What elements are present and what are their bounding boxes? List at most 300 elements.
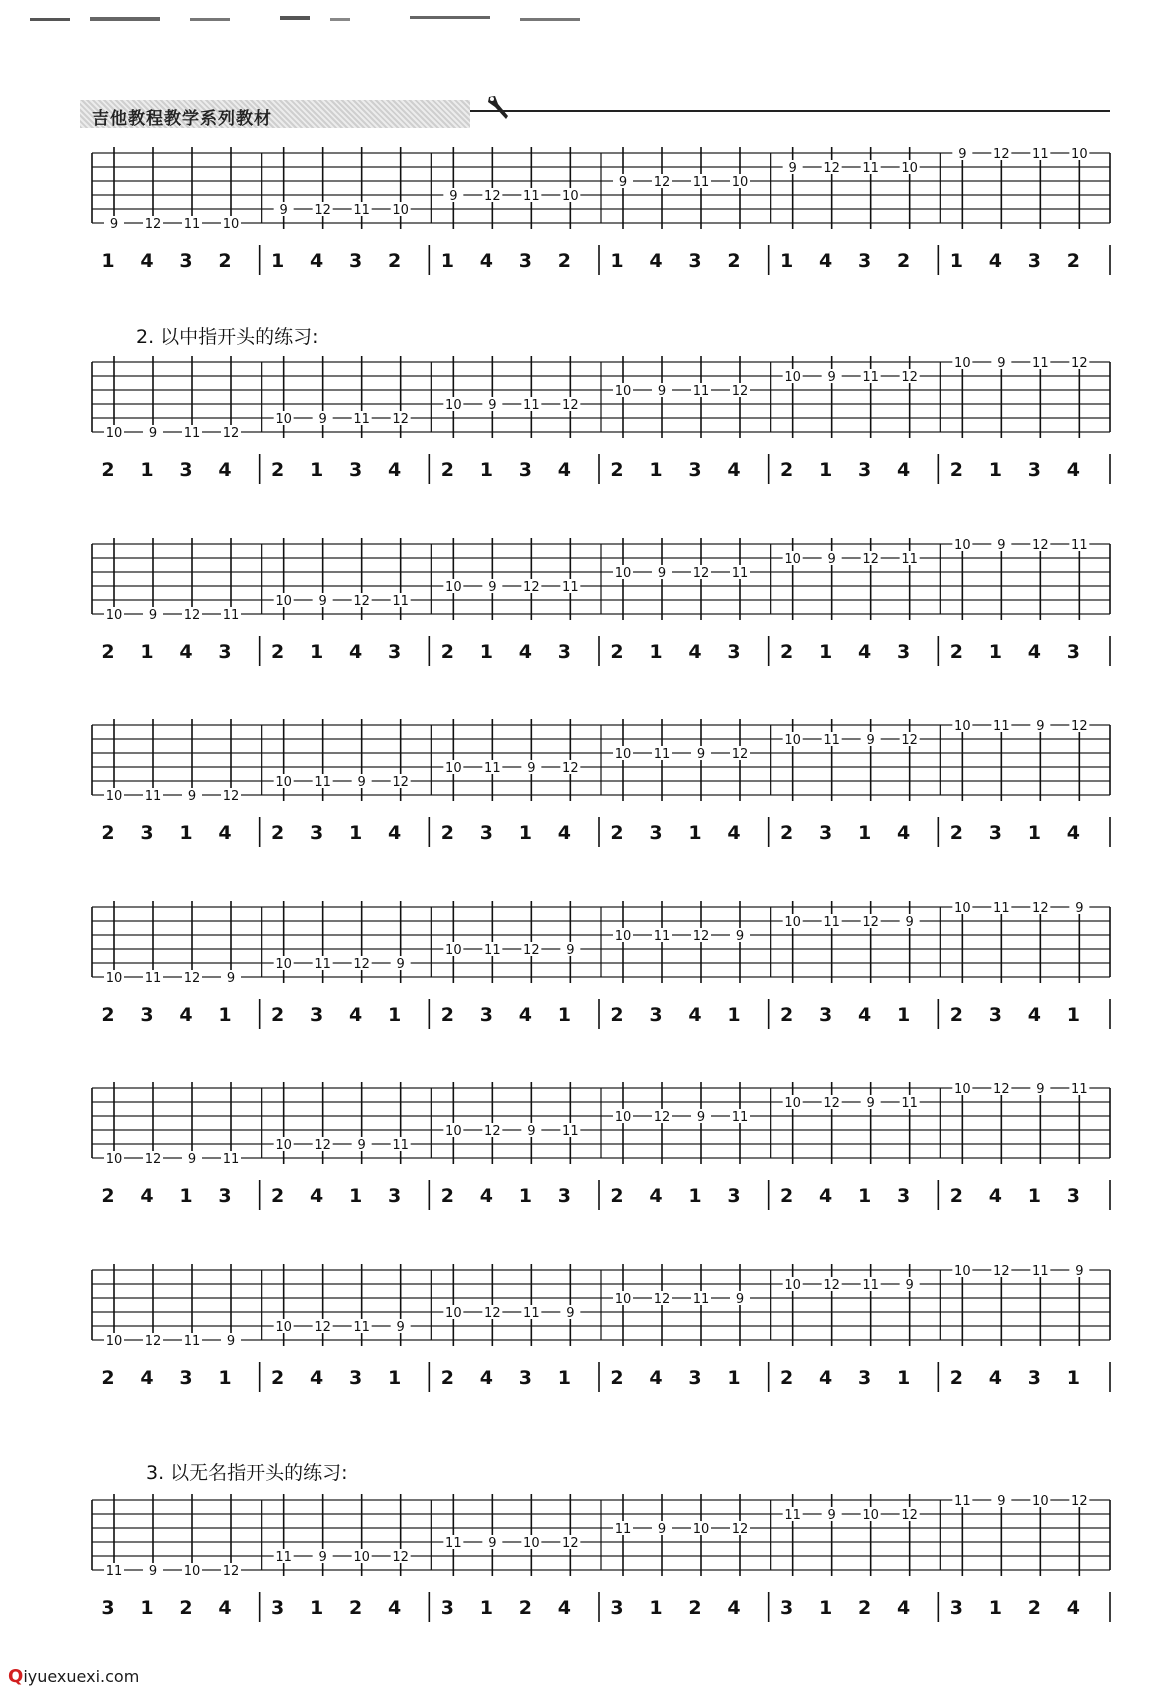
fret-number: 10: [275, 1138, 292, 1153]
fret-number: 12: [993, 1264, 1010, 1279]
finger-number: 4: [388, 822, 402, 844]
fret-number: 9: [187, 1152, 197, 1167]
finger-number: 4: [349, 641, 363, 663]
fret-number: 12: [314, 1320, 331, 1335]
fret-number: 12: [314, 1138, 331, 1153]
finger-number: 1: [1066, 1004, 1080, 1026]
fret-number: 12: [653, 1292, 671, 1307]
finger-number: 4: [819, 1185, 833, 1207]
finger-number: 1: [179, 1185, 193, 1207]
finger-number: 1: [858, 1185, 872, 1207]
finger-number: 2: [218, 250, 232, 272]
finger-number: 1: [988, 459, 1002, 481]
finger-number: 2: [101, 641, 115, 663]
fret-number: 10: [1071, 147, 1088, 162]
finger-number: 2: [610, 822, 624, 844]
fret-number: 9: [148, 426, 158, 441]
finger-number: 1: [897, 1004, 911, 1026]
fret-number: 11: [562, 1124, 579, 1139]
finger-number: 2: [949, 1367, 963, 1389]
finger-number: 2: [101, 1004, 115, 1026]
fret-number: 9: [997, 1494, 1006, 1509]
fret-number: 10: [954, 719, 971, 734]
section-title-ring-finger: 3. 以无名指开头的练习:: [146, 1462, 348, 1484]
finger-number: 1: [140, 1597, 154, 1619]
finger-number: 4: [988, 1367, 1002, 1389]
finger-number: 4: [1066, 459, 1080, 481]
fret-number: 11: [275, 1550, 292, 1565]
finger-number: 3: [557, 1185, 571, 1207]
fret-number: 11: [353, 203, 370, 218]
fret-number: 11: [353, 412, 370, 427]
finger-number: 4: [518, 641, 532, 663]
fret-number: 12: [993, 1082, 1010, 1097]
finger-number: 3: [179, 459, 193, 481]
fret-number: 10: [222, 217, 240, 232]
fret-number: 12: [731, 747, 749, 762]
fret-number: 12: [823, 1096, 840, 1111]
fret-number: 10: [105, 1152, 123, 1167]
fret-number: 10: [784, 552, 801, 567]
finger-number: 3: [179, 250, 193, 272]
fret-number: 11: [144, 971, 162, 986]
finger-number: 1: [897, 1367, 911, 1389]
fret-number: 12: [731, 1522, 749, 1537]
fret-number: 12: [901, 370, 918, 385]
fret-number: 10: [353, 1550, 370, 1565]
finger-number: 4: [1066, 822, 1080, 844]
fret-number: 9: [318, 1550, 327, 1565]
finger-number: 4: [218, 822, 232, 844]
fret-number: 10: [275, 412, 292, 427]
fingering-row: [0, 1176, 1156, 1216]
fret-number: 11: [1071, 538, 1088, 553]
fret-number: 9: [226, 971, 236, 986]
finger-number: 3: [101, 1597, 115, 1619]
finger-number: 4: [688, 1004, 702, 1026]
finger-number: 2: [1066, 250, 1080, 272]
finger-number: 3: [140, 1004, 154, 1026]
finger-number: 1: [858, 822, 872, 844]
finger-number: 2: [440, 641, 454, 663]
finger-number: 4: [688, 641, 702, 663]
fret-number: 9: [357, 775, 366, 790]
fret-number: 9: [148, 608, 158, 623]
finger-number: 3: [858, 1367, 872, 1389]
finger-number: 3: [218, 641, 232, 663]
finger-number: 2: [780, 1367, 794, 1389]
finger-number: 4: [479, 1185, 493, 1207]
finger-number: 4: [310, 1367, 324, 1389]
finger-number: 1: [101, 250, 115, 272]
fret-number: 12: [562, 1536, 579, 1551]
finger-number: 2: [780, 641, 794, 663]
fret-number: 9: [657, 1522, 667, 1537]
finger-number: 1: [649, 1597, 663, 1619]
finger-number: 3: [140, 822, 154, 844]
finger-number: 4: [649, 1185, 663, 1207]
finger-number: 1: [649, 459, 663, 481]
finger-number: 3: [649, 822, 663, 844]
fret-number: 11: [523, 398, 540, 413]
finger-number: 1: [688, 822, 702, 844]
finger-number: 4: [179, 1004, 193, 1026]
finger-number: 1: [479, 1597, 493, 1619]
finger-number: 4: [310, 1185, 324, 1207]
fret-number: 10: [862, 1508, 879, 1523]
fret-number: 10: [614, 566, 632, 581]
fret-number: 9: [109, 217, 119, 232]
finger-number: 2: [780, 1185, 794, 1207]
fret-number: 10: [523, 1536, 540, 1551]
fret-number: 9: [735, 1292, 745, 1307]
finger-number: 3: [1027, 1367, 1041, 1389]
fret-number: 9: [1075, 1264, 1084, 1279]
fret-number: 11: [653, 929, 671, 944]
finger-number: 1: [557, 1004, 571, 1026]
finger-number: 2: [858, 1597, 872, 1619]
fret-number: 11: [445, 1536, 462, 1551]
finger-number: 3: [271, 1597, 285, 1619]
fret-number: 12: [144, 1334, 162, 1349]
fret-number: 11: [523, 189, 540, 204]
finger-number: 2: [949, 1185, 963, 1207]
finger-number: 3: [1027, 459, 1041, 481]
finger-number: 2: [610, 1004, 624, 1026]
finger-number: 2: [440, 1367, 454, 1389]
finger-number: 2: [271, 459, 285, 481]
finger-number: 4: [988, 250, 1002, 272]
finger-number: 2: [557, 250, 571, 272]
finger-number: 3: [479, 1004, 493, 1026]
finger-number: 4: [897, 822, 911, 844]
fret-number: 11: [692, 384, 710, 399]
finger-number: 3: [649, 1004, 663, 1026]
finger-number: 2: [949, 641, 963, 663]
finger-number: 3: [727, 641, 741, 663]
fret-number: 10: [784, 1278, 801, 1293]
finger-number: 2: [949, 1004, 963, 1026]
finger-number: 2: [101, 459, 115, 481]
finger-number: 1: [557, 1367, 571, 1389]
fret-number: 9: [488, 580, 497, 595]
fret-number: 10: [901, 161, 918, 176]
finger-number: 1: [140, 641, 154, 663]
finger-number: 3: [727, 1185, 741, 1207]
fret-number: 11: [653, 747, 671, 762]
fret-number: 9: [396, 957, 405, 972]
fret-number: 11: [523, 1306, 540, 1321]
fret-number: 12: [1071, 356, 1088, 371]
finger-number: 4: [479, 250, 493, 272]
fret-number: 11: [823, 733, 840, 748]
fret-number: 12: [823, 161, 840, 176]
finger-number: 3: [1066, 641, 1080, 663]
finger-number: 1: [819, 459, 833, 481]
fret-number: 9: [566, 943, 575, 958]
fret-number: 10: [445, 761, 462, 776]
fret-number: 11: [614, 1522, 632, 1537]
finger-number: 1: [388, 1004, 402, 1026]
fret-number: 11: [993, 719, 1010, 734]
finger-number: 4: [1066, 1597, 1080, 1619]
finger-number: 2: [101, 822, 115, 844]
fret-number: 12: [731, 384, 749, 399]
fret-number: 9: [866, 1096, 875, 1111]
fret-number: 11: [144, 789, 162, 804]
finger-number: 1: [349, 822, 363, 844]
finger-number: 4: [649, 250, 663, 272]
fret-number: 9: [488, 1536, 497, 1551]
fret-number: 12: [562, 761, 579, 776]
finger-number: 4: [1027, 1004, 1041, 1026]
fret-number: 10: [784, 733, 801, 748]
fret-number: 12: [901, 1508, 918, 1523]
fret-number: 10: [692, 1522, 710, 1537]
finger-number: 2: [518, 1597, 532, 1619]
finger-number: 2: [897, 250, 911, 272]
finger-number: 3: [557, 641, 571, 663]
finger-number: 4: [727, 1597, 741, 1619]
fret-number: 10: [275, 957, 292, 972]
fret-number: 9: [735, 929, 745, 944]
finger-number: 4: [388, 459, 402, 481]
finger-number: 1: [218, 1367, 232, 1389]
fret-number: 9: [696, 1110, 706, 1125]
fret-number: 9: [1036, 1082, 1045, 1097]
fret-number: 11: [862, 161, 879, 176]
fret-number: 12: [183, 971, 201, 986]
fingering-row: [0, 632, 1156, 672]
finger-number: 1: [649, 641, 663, 663]
finger-number: 2: [1027, 1597, 1041, 1619]
fret-number: 10: [954, 1082, 971, 1097]
finger-number: 1: [610, 250, 624, 272]
fret-number: 11: [222, 1152, 240, 1167]
finger-number: 1: [479, 641, 493, 663]
fret-number: 11: [862, 1278, 879, 1293]
fret-number: 9: [187, 789, 197, 804]
finger-number: 3: [688, 250, 702, 272]
fret-number: 12: [484, 189, 501, 204]
finger-number: 2: [610, 641, 624, 663]
finger-number: 2: [949, 822, 963, 844]
finger-number: 2: [610, 1185, 624, 1207]
fret-number: 10: [275, 775, 292, 790]
finger-number: 4: [140, 1185, 154, 1207]
finger-number: 2: [101, 1185, 115, 1207]
finger-number: 2: [949, 459, 963, 481]
fret-number: 12: [692, 566, 710, 581]
finger-number: 4: [310, 250, 324, 272]
fingering-row: [0, 241, 1156, 281]
finger-number: 3: [218, 1185, 232, 1207]
fret-number: 12: [392, 775, 409, 790]
fret-number: 12: [1071, 1494, 1088, 1509]
finger-number: 2: [179, 1597, 193, 1619]
fret-number: 12: [222, 789, 240, 804]
fret-number: 12: [692, 929, 710, 944]
fret-number: 10: [954, 1264, 971, 1279]
fret-number: 11: [784, 1508, 801, 1523]
finger-number: 4: [218, 459, 232, 481]
fret-number: 12: [353, 594, 370, 609]
finger-number: 3: [819, 822, 833, 844]
finger-number: 4: [649, 1367, 663, 1389]
finger-number: 3: [858, 250, 872, 272]
finger-number: 2: [271, 822, 285, 844]
finger-number: 1: [1027, 822, 1041, 844]
fret-number: 10: [183, 1564, 201, 1579]
fret-number: 10: [784, 1096, 801, 1111]
section-title-middle-finger: 2. 以中指开头的练习:: [136, 326, 319, 348]
fret-number: 9: [905, 915, 914, 930]
fret-number: 11: [731, 1110, 749, 1125]
fret-number: 9: [527, 1124, 536, 1139]
fret-number: 10: [392, 203, 409, 218]
fret-number: 10: [445, 1306, 462, 1321]
fret-number: 12: [562, 398, 579, 413]
finger-number: 4: [140, 250, 154, 272]
fret-number: 9: [997, 356, 1006, 371]
finger-number: 3: [897, 641, 911, 663]
finger-number: 3: [388, 1185, 402, 1207]
fret-number: 10: [562, 189, 579, 204]
fret-number: 12: [823, 1278, 840, 1293]
fret-number: 10: [784, 370, 801, 385]
fret-number: 9: [827, 1508, 836, 1523]
fret-number: 12: [392, 412, 409, 427]
finger-number: 3: [518, 1367, 532, 1389]
fret-number: 12: [1032, 538, 1049, 553]
fret-number: 12: [1032, 901, 1049, 916]
fret-number: 9: [566, 1306, 575, 1321]
finger-number: 1: [518, 1185, 532, 1207]
fret-number: 9: [657, 384, 667, 399]
finger-number: 1: [310, 641, 324, 663]
fret-number: 11: [392, 594, 409, 609]
finger-number: 2: [440, 822, 454, 844]
fret-number: 10: [614, 384, 632, 399]
finger-number: 4: [518, 1004, 532, 1026]
fret-number: 9: [1036, 719, 1045, 734]
fret-number: 11: [692, 175, 710, 190]
finger-number: 4: [388, 1597, 402, 1619]
watermark: [8, 1666, 139, 1687]
fret-number: 11: [222, 608, 240, 623]
finger-number: 4: [897, 1597, 911, 1619]
fret-number: 10: [105, 971, 123, 986]
fret-number: 11: [1032, 147, 1049, 162]
finger-number: 1: [819, 641, 833, 663]
fret-number: 12: [993, 147, 1010, 162]
finger-number: 3: [819, 1004, 833, 1026]
fret-number: 10: [105, 789, 123, 804]
finger-number: 1: [479, 459, 493, 481]
fret-number: 12: [222, 426, 240, 441]
finger-number: 4: [819, 250, 833, 272]
finger-number: 2: [727, 250, 741, 272]
fret-number: 11: [731, 566, 749, 581]
fret-number: 10: [954, 538, 971, 553]
finger-number: 1: [727, 1367, 741, 1389]
fret-number: 10: [105, 1334, 123, 1349]
fret-number: 9: [827, 370, 836, 385]
finger-number: 1: [310, 459, 324, 481]
fret-number: 10: [954, 356, 971, 371]
finger-number: 1: [727, 1004, 741, 1026]
fret-number: 11: [484, 761, 501, 776]
finger-number: 4: [479, 1367, 493, 1389]
fret-number: 9: [527, 761, 536, 776]
finger-number: 1: [518, 822, 532, 844]
finger-number: 3: [349, 459, 363, 481]
fret-number: 11: [105, 1564, 123, 1579]
finger-number: 3: [479, 822, 493, 844]
fret-number: 10: [275, 594, 292, 609]
finger-number: 4: [557, 822, 571, 844]
finger-number: 1: [1066, 1367, 1080, 1389]
fingering-row: [0, 813, 1156, 853]
fret-number: 11: [1032, 356, 1049, 371]
fret-number: 12: [862, 915, 879, 930]
fret-number: 10: [105, 426, 123, 441]
finger-number: 2: [780, 822, 794, 844]
finger-number: 2: [271, 1367, 285, 1389]
finger-number: 2: [440, 1004, 454, 1026]
finger-number: 3: [388, 641, 402, 663]
finger-number: 4: [179, 641, 193, 663]
finger-number: 3: [858, 459, 872, 481]
finger-number: 3: [1066, 1185, 1080, 1207]
fret-number: 10: [614, 747, 632, 762]
fret-number: 11: [901, 1096, 918, 1111]
finger-number: 4: [557, 459, 571, 481]
fret-number: 9: [905, 1278, 914, 1293]
fret-number: 12: [484, 1306, 501, 1321]
watermark-site: iyuexuexi.com: [23, 1667, 140, 1686]
fret-number: 11: [901, 552, 918, 567]
finger-number: 4: [727, 459, 741, 481]
fret-number: 10: [731, 175, 749, 190]
fret-number: 11: [392, 1138, 409, 1153]
fret-number: 11: [183, 217, 201, 232]
fret-number: 10: [445, 398, 462, 413]
fret-number: 9: [318, 594, 327, 609]
finger-number: 2: [688, 1597, 702, 1619]
fret-number: 9: [1075, 901, 1084, 916]
fret-number: 9: [148, 1564, 158, 1579]
fret-number: 12: [862, 552, 879, 567]
finger-number: 2: [271, 641, 285, 663]
header-rule: [470, 110, 1110, 112]
watermark-logo: Q: [8, 1666, 24, 1687]
finger-number: 3: [349, 250, 363, 272]
fret-number: 10: [784, 915, 801, 930]
finger-number: 1: [179, 822, 193, 844]
fret-number: 10: [1032, 1494, 1049, 1509]
finger-number: 2: [101, 1367, 115, 1389]
fret-number: 9: [396, 1320, 405, 1335]
fret-number: 9: [488, 398, 497, 413]
finger-number: 1: [988, 641, 1002, 663]
fret-number: 12: [144, 1152, 162, 1167]
fret-number: 12: [353, 957, 370, 972]
fret-number: 9: [279, 203, 288, 218]
finger-number: 2: [271, 1004, 285, 1026]
fret-number: 9: [226, 1334, 236, 1349]
guitar-headstock-icon: [486, 94, 516, 130]
